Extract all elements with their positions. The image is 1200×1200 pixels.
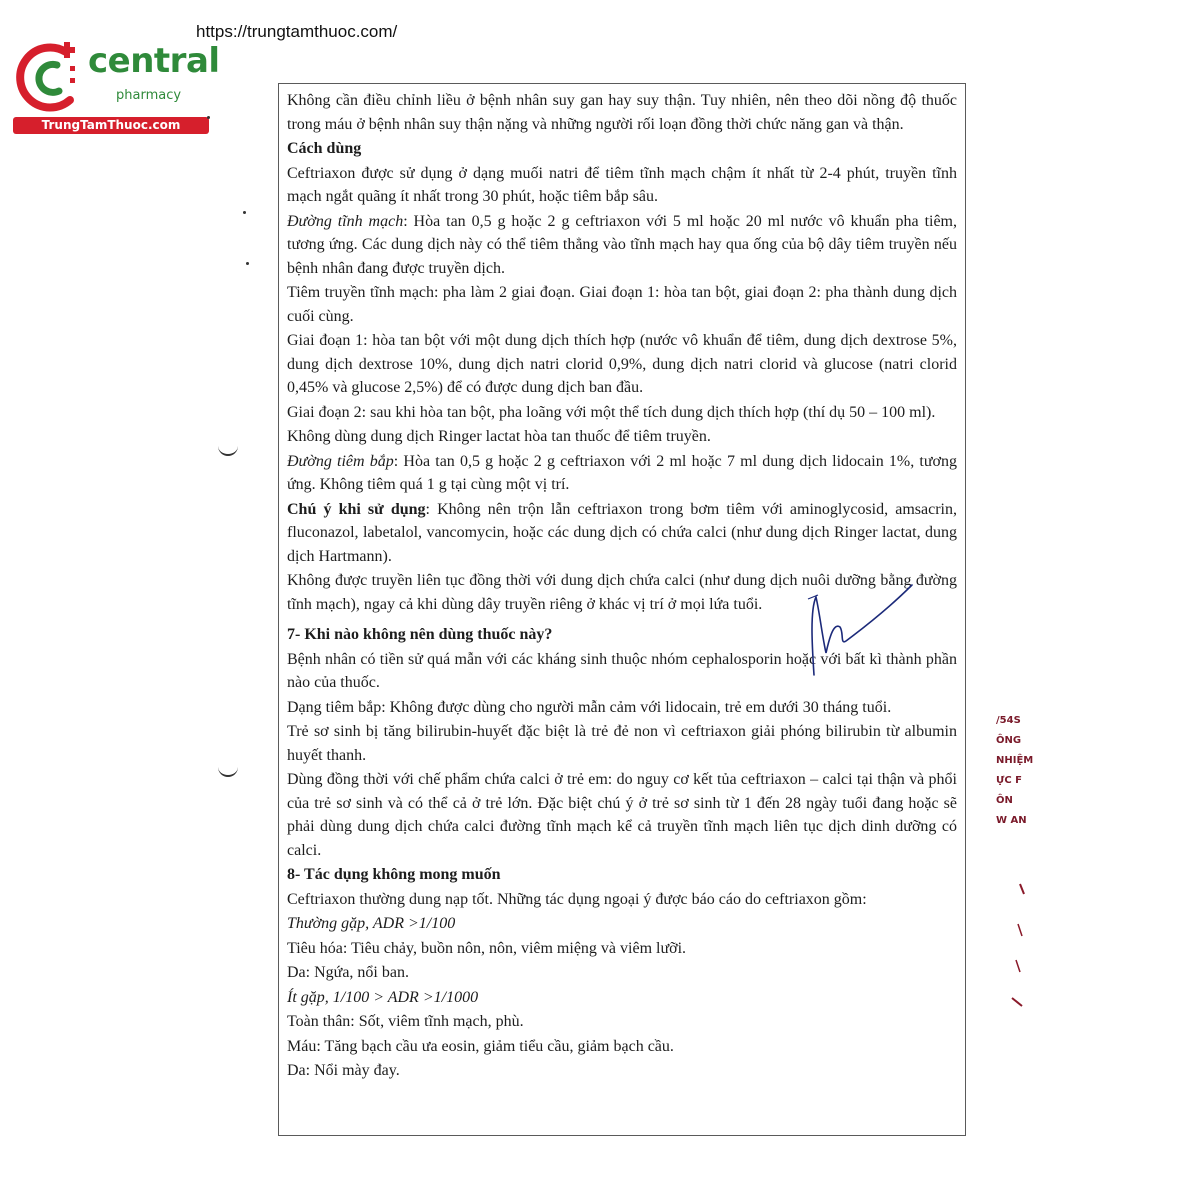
frequency-heading: Thường gặp, ADR >1/100: [287, 915, 456, 932]
paragraph: Giai đoạn 2: sau khi hòa tan bột, pha loãng với một thể tích dung dịch thích hợp (thí dụ 50 – 100 ml).: [287, 403, 936, 421]
paragraph: Máu: Tăng bạch cầu ưa eosin, giảm tiểu cầu, giảm bạch cầu.: [287, 1037, 674, 1055]
section-heading: 8- Tác dụng không mong muốn: [287, 866, 501, 883]
paragraph: Không dùng dung dịch Ringer lactat hòa tan thuốc để tiêm truyền.: [287, 428, 711, 445]
handwritten-signature: [800, 575, 920, 685]
logo-banner: TrungTamThuoc.com: [13, 117, 209, 134]
paragraph: Đường tiêm bắp: Hòa tan 0,5 g hoặc 2 g ceftriaxon với 2 ml hoặc 7 ml dung dịch lidocain 1%, tương ứng. Không tiêm quá 1 g tại cùng một vị trí.: [287, 452, 957, 493]
label-iv: Đường tĩnh mạch: [287, 212, 404, 230]
paragraph: Toàn thân: Sốt, viêm tĩnh mạch, phù.: [287, 1013, 524, 1030]
paragraph: Da: Ngứa, nổi ban.: [287, 964, 409, 981]
stamp-fragment: /54S ÔNG NHIỆM ỰC F ÔN W AN: [996, 715, 1034, 826]
section-heading: Cách dùng: [287, 140, 362, 157]
paragraph: Da: Nổi mày đay.: [287, 1062, 400, 1079]
paragraph: Tiêm truyền tĩnh mạch: pha làm 2 giai đoạn. Giai đoạn 1: hòa tan bột, giai đoạn 2: pha thành dung dịch cuối cùng.: [287, 284, 957, 325]
paragraph: Trẻ sơ sinh bị tăng bilirubin-huyết đặc biệt là trẻ đẻ non vì ceftriaxon giải phóng bilirubin từ albumin huyết thanh.: [287, 723, 957, 764]
paragraph: Không được truyền liên tục đồng thời với dung dịch chứa calci (như dung dịch nuôi dưỡng bằng đường tĩnh mạch), ngay cả khi dùng dây truyền riêng ở khác vị trí ở mọi lứa tuổi.: [287, 572, 957, 613]
label-caution: Chú ý khi sử dụng: [287, 500, 426, 518]
logo-mark-icon: [10, 38, 100, 118]
scan-speck: [243, 211, 246, 214]
paragraph: Đường tĩnh mạch: Hòa tan 0,5 g hoặc 2 g ceftriaxon với 5 ml hoặc 20 ml nước vô khuẩn pha tiêm, tương ứng. Các dung dịch này có thể tiêm thẳng vào tĩnh mạch hay qua ống của bộ dây tiêm truyền nếu bệnh nhân đang được truyền dịch.: [287, 212, 958, 277]
binder-hole: [218, 763, 238, 777]
section-heading: 7- Khi nào không nên dùng thuốc này?: [287, 626, 553, 643]
paragraph: Dùng đồng thời với chế phẩm chứa calci ở trẻ em: do nguy cơ kết tủa ceftriaxon – calci tại thận và phổi của trẻ sơ sinh và có thể cả ở trẻ lớn. Đặc biệt chú ý ở trẻ sơ sinh từ 1 đến 28 ngày tuổi đang hoặc sẽ phải dùng dung dịch chứa calci đường tĩnh mạch kể cả truyền tĩnh mạch liên tục dịch dinh dưỡng có calci.: [287, 771, 957, 859]
paragraph: Dạng tiêm bắp: Không được dùng cho người mẫn cảm với lidocain, trẻ em dưới 30 tháng tuổi.: [287, 698, 892, 716]
paragraph: Ceftriaxon được sử dụng ở dạng muối natri để tiêm tĩnh mạch chậm ít nhất từ 2-4 phút, truyền tĩnh mạch ngắt quãng ít nhất trong 30 phút, hoặc tiêm bắp sâu.: [287, 164, 957, 205]
paragraph: Tiêu hóa: Tiêu chảy, buồn nôn, nôn, viêm miệng và viêm lưỡi.: [287, 939, 687, 957]
scan-speck: [207, 116, 210, 119]
red-seal-marks: [1008, 880, 1028, 1010]
paragraph: Ceftriaxon thường dung nạp tốt. Những tác dụng ngoại ý được báo cáo do ceftriaxon gồm:: [287, 890, 867, 908]
source-url: https://trungtamthuoc.com/: [196, 22, 398, 41]
scan-speck: [246, 262, 249, 265]
paragraph: Giai đoạn 1: hòa tan bột với một dung dịch thích hợp (nước vô khuẩn để tiêm, dung dịch dextrose 5%, dung dịch dextrose 10%, dung dịch natri clorid 0,9%, dung dịch natri clorid và glucose (natri clorid 0,45% và glucose 2,5%) để có được dung dịch ban đầu.: [287, 332, 957, 396]
paragraph: Chú ý khi sử dụng: Không nên trộn lẫn ceftriaxon trong bơm tiêm với aminoglycosid, amsacrin, fluconazol, labetalol, vancomycin, hoặc các dung dịch có chứa calci (như dung dịch Ringer lactat, dung dịch Hartmann).: [287, 500, 957, 565]
label-im: Đường tiêm bắp: [287, 452, 394, 470]
logo-sub-text: pharmacy: [116, 88, 182, 103]
logo-brand-text: central: [88, 41, 220, 81]
paragraph: Không cần điều chỉnh liều ở bệnh nhân suy gan hay suy thận. Tuy nhiên, nên theo dõi nồng độ thuốc trong máu ở bệnh nhân suy thận nặng và những người rối loạn đồng thời chức năng gan và thận.: [287, 92, 957, 133]
binder-hole: [218, 442, 238, 456]
paragraph: Bệnh nhân có tiền sử quá mẫn với các kháng sinh thuộc nhóm cephalosporin hoặc với bất kì thành phần nào của thuốc.: [287, 650, 957, 691]
frequency-heading: Ít gặp, 1/100 > ADR >1/1000: [287, 988, 479, 1006]
